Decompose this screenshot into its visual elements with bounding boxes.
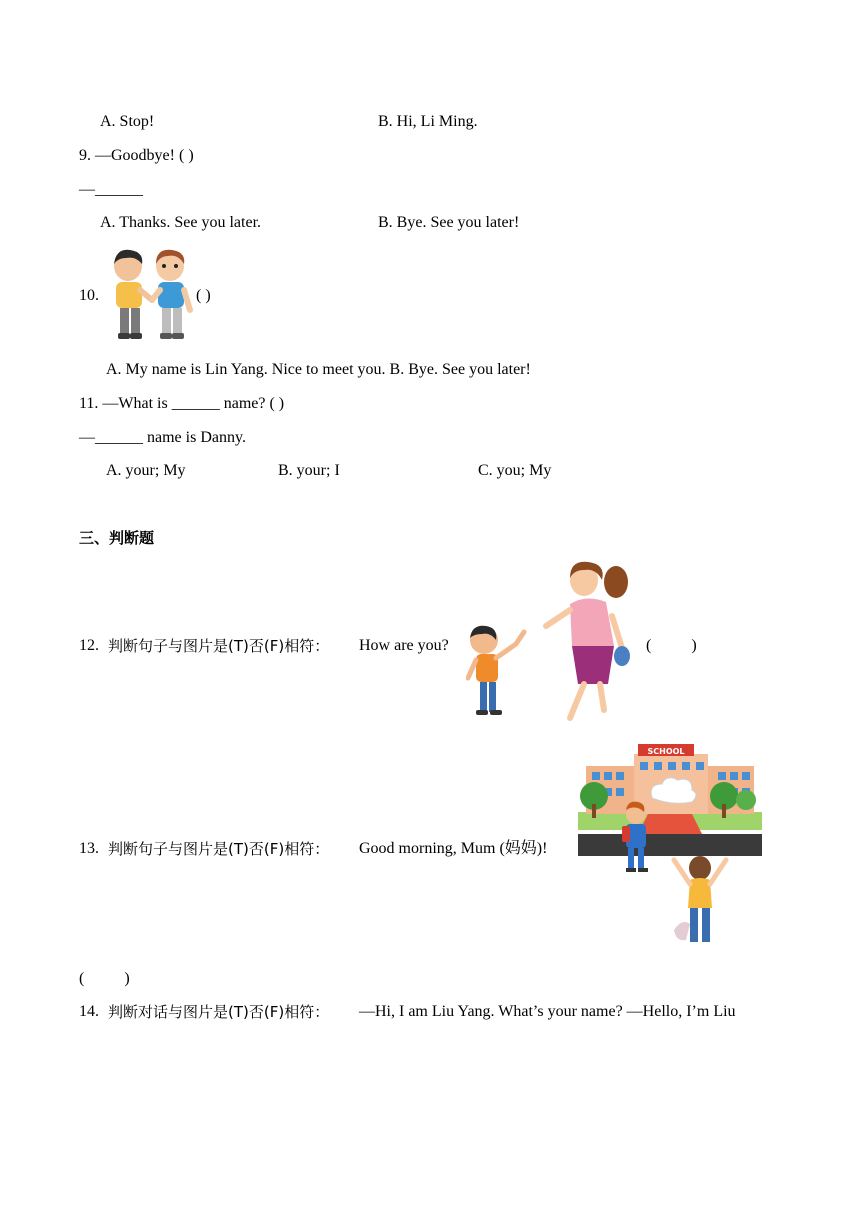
q8-option-a: A. Stop! bbox=[100, 113, 155, 130]
school-sign-text: SCHOOL bbox=[647, 747, 685, 756]
boy-and-mother-image bbox=[466, 560, 642, 726]
q14-sentence: —Hi, I am Liu Yang. What’s your name? —Hello, I’m Liu bbox=[359, 1003, 736, 1020]
q10-options: A. My name is Lin Yang. Nice to meet you. B. Bye. See you later! bbox=[106, 361, 531, 378]
q11-stem: 11. —What is ______ name? ( ) bbox=[79, 395, 285, 412]
q12-answer-paren: ( ) bbox=[646, 637, 697, 654]
q10-number: 10. bbox=[79, 287, 99, 304]
q10-answer-paren: ( ) bbox=[196, 287, 211, 304]
q13-prompt: 判断句子与图片是(T)否(F)相符： bbox=[108, 840, 330, 858]
q9-stem: 9. —Goodbye! ( ) bbox=[79, 147, 194, 164]
q12-sentence: How are you? bbox=[359, 637, 449, 654]
handshake-boys-image bbox=[106, 246, 196, 342]
q13-sentence: Good morning, Mum (妈妈)! bbox=[359, 840, 548, 857]
q13-answer-paren: ( ) bbox=[79, 970, 130, 987]
q8-option-b: B. Hi, Li Ming. bbox=[378, 113, 478, 130]
q11-answer-line: —______ name is Danny. bbox=[79, 429, 246, 446]
q11-option-a: A. your; My bbox=[106, 462, 186, 479]
q12-number: 12. bbox=[79, 637, 99, 654]
q14-number: 14. bbox=[79, 1003, 99, 1020]
q9-option-a: A. Thanks. See you later. bbox=[100, 214, 262, 231]
q9-option-b: B. Bye. See you later! bbox=[378, 214, 520, 231]
q11-option-c: C. you; My bbox=[478, 462, 552, 479]
q12-prompt: 判断句子与图片是(T)否(F)相符： bbox=[108, 637, 330, 655]
q13-number: 13. bbox=[79, 840, 99, 857]
q9-answer-line: —______ bbox=[79, 181, 143, 198]
q14-prompt: 判断对话与图片是(T)否(F)相符： bbox=[108, 1003, 330, 1021]
school-scene-image bbox=[578, 744, 762, 952]
q11-option-b: B. your; I bbox=[278, 462, 340, 479]
section-heading: 三、判断题 bbox=[79, 529, 155, 547]
